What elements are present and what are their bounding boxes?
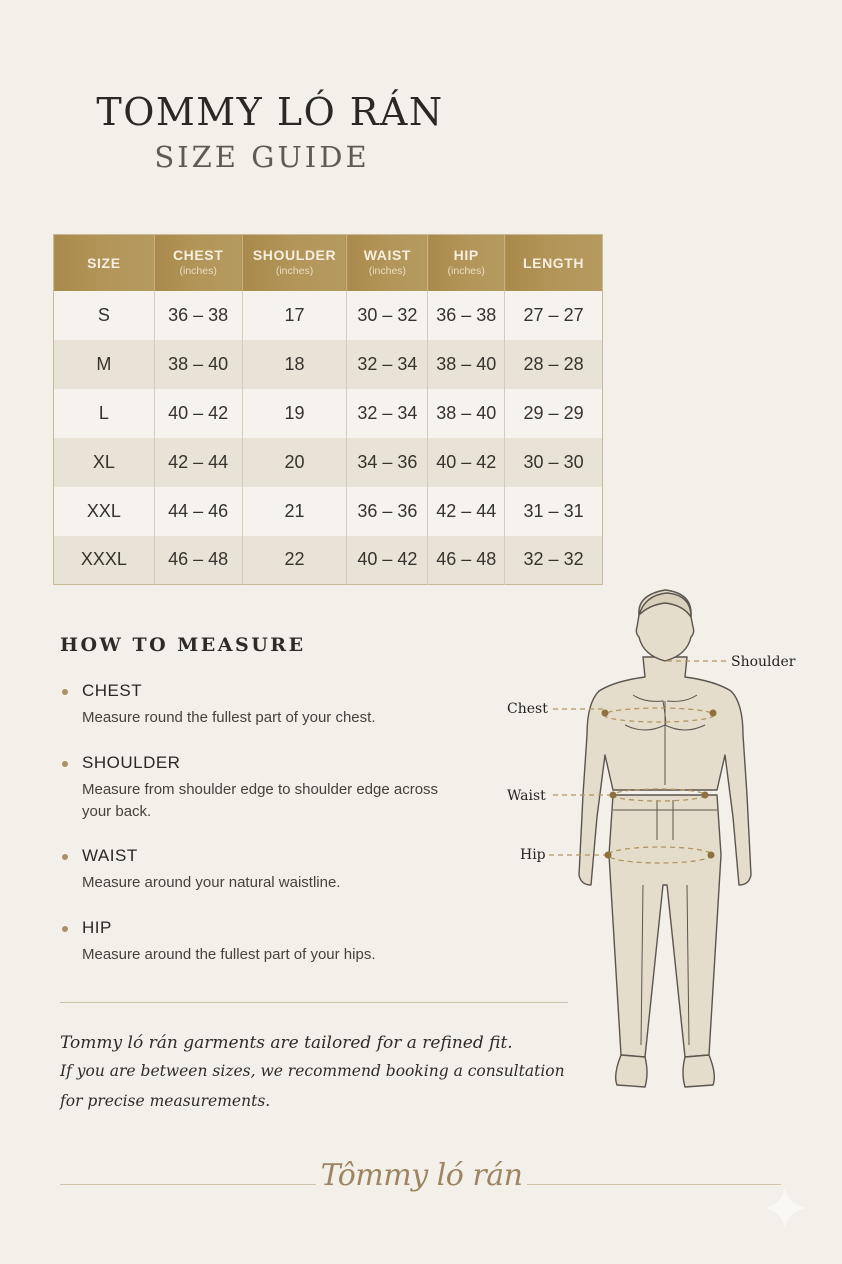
- cell-chest: 40 – 42: [154, 389, 242, 438]
- cell-size: XL: [54, 438, 155, 487]
- cell-hip: 42 – 44: [428, 487, 505, 536]
- cell-length: 28 – 28: [505, 340, 603, 389]
- fit-note-line-1: Tommy ló rán garments are tailored for a refined fit.: [60, 1033, 513, 1053]
- measure-instructions-list: [60, 680, 480, 989]
- figure-label-shoulder: Shoulder: [731, 654, 796, 670]
- measure-item-hip: [60, 917, 480, 989]
- cell-waist: 34 – 36: [347, 438, 428, 487]
- column-unit: (inches): [447, 264, 485, 277]
- column-label: HIP: [453, 246, 479, 263]
- column-unit: (inches): [275, 264, 314, 277]
- column-label: LENGTH: [522, 254, 585, 271]
- table-row: [54, 438, 603, 487]
- table-row: [54, 536, 603, 585]
- cell-size: XXL: [54, 487, 155, 536]
- cell-hip: 46 – 48: [428, 536, 505, 585]
- table-header-row: [54, 235, 603, 291]
- measure-item-description: Measure around your natural waistline.: [82, 874, 341, 891]
- column-header-size: [54, 235, 155, 291]
- sparkle-icon: [762, 1185, 808, 1231]
- column-unit: (inches): [179, 264, 217, 277]
- bullet-icon: [62, 854, 68, 860]
- column-label: WAIST: [363, 246, 412, 263]
- cell-waist: 32 – 34: [347, 389, 428, 438]
- measure-item-description: Measure from shoulder edge to shoulder edge across your back.: [82, 781, 439, 820]
- measure-item-name: CHEST: [82, 681, 143, 700]
- bullet-icon: [62, 926, 68, 932]
- how-to-measure-heading: HOW TO MEASURE: [60, 634, 306, 656]
- cell-length: 32 – 32: [505, 536, 603, 585]
- cell-chest: 46 – 48: [154, 536, 242, 585]
- cell-shoulder: 20: [242, 438, 347, 487]
- size-chart-table: [53, 234, 603, 585]
- cell-size: M: [54, 340, 155, 389]
- column-header-hip: [428, 235, 505, 291]
- column-label: SHOULDER: [252, 246, 337, 263]
- page-subtitle: SIZE GUIDE: [154, 140, 370, 174]
- column-unit: (inches): [368, 264, 407, 277]
- measure-item-description: Measure round the fullest part of your chest.: [82, 709, 376, 726]
- measure-item-waist: [60, 845, 480, 917]
- body-measurement-figure: [495, 585, 815, 1105]
- column-label: SIZE: [87, 254, 121, 271]
- cell-shoulder: 18: [242, 340, 347, 389]
- cell-chest: 44 – 46: [154, 487, 242, 536]
- section-divider: [60, 1002, 568, 1003]
- cell-chest: 42 – 44: [154, 438, 242, 487]
- bullet-icon: [62, 689, 68, 695]
- cell-length: 29 – 29: [505, 389, 603, 438]
- bullet-icon: [62, 761, 68, 767]
- cell-hip: 40 – 42: [428, 438, 505, 487]
- brand-title: TOMMY LÓ RÁN: [96, 90, 444, 134]
- figure-label-chest: Chest: [507, 701, 548, 717]
- brand-signature: Tômmy ló rán: [320, 1158, 523, 1193]
- cell-shoulder: 19: [242, 389, 347, 438]
- cell-size: L: [54, 389, 155, 438]
- column-header-chest: [154, 235, 242, 291]
- cell-hip: 36 – 38: [428, 291, 505, 340]
- cell-shoulder: 21: [242, 487, 347, 536]
- cell-size: S: [54, 291, 155, 340]
- cell-hip: 38 – 40: [428, 389, 505, 438]
- fit-note-line-2: If you are between sizes, we recommend booking a consultation: [60, 1062, 565, 1080]
- cell-shoulder: 22: [242, 536, 347, 585]
- cell-waist: 36 – 36: [347, 487, 428, 536]
- measure-item-chest: [60, 680, 480, 752]
- footer-rule-left: [60, 1184, 316, 1185]
- cell-chest: 38 – 40: [154, 340, 242, 389]
- fit-note-line-3: for precise measurements.: [60, 1092, 271, 1110]
- cell-length: 30 – 30: [505, 438, 603, 487]
- cell-waist: 32 – 34: [347, 340, 428, 389]
- measure-item-name: SHOULDER: [82, 753, 181, 772]
- table-row: [54, 487, 603, 536]
- column-header-waist: [347, 235, 428, 291]
- cell-size: XXXL: [54, 536, 155, 585]
- cell-length: 27 – 27: [505, 291, 603, 340]
- table-row: [54, 340, 603, 389]
- cell-length: 31 – 31: [505, 487, 603, 536]
- figure-label-hip: Hip: [520, 847, 546, 863]
- footer-rule-right: [527, 1184, 781, 1185]
- table-row: [54, 291, 603, 340]
- figure-label-waist: Waist: [507, 788, 546, 804]
- table-row: [54, 389, 603, 438]
- measure-item-name: HIP: [82, 918, 112, 937]
- column-header-shoulder: [242, 235, 347, 291]
- measure-item-description: Measure around the fullest part of your hips.: [82, 946, 376, 963]
- column-label: CHEST: [172, 246, 224, 263]
- measure-item-shoulder: [60, 752, 480, 845]
- cell-waist: 30 – 32: [347, 291, 428, 340]
- cell-hip: 38 – 40: [428, 340, 505, 389]
- cell-waist: 40 – 42: [347, 536, 428, 585]
- column-header-length: [505, 235, 603, 291]
- measure-item-name: WAIST: [82, 846, 138, 865]
- cell-chest: 36 – 38: [154, 291, 242, 340]
- cell-shoulder: 17: [242, 291, 347, 340]
